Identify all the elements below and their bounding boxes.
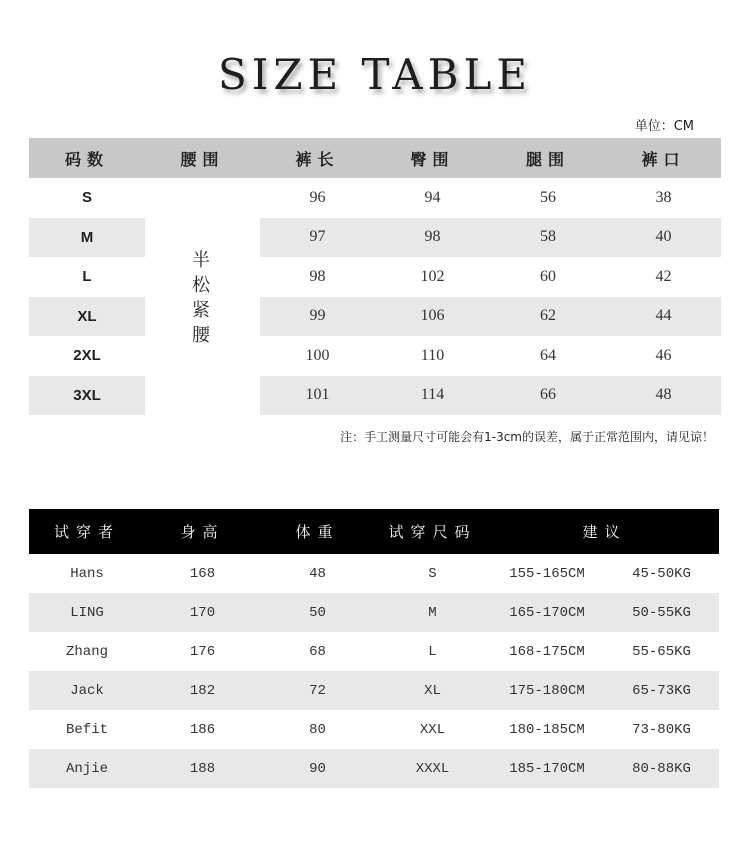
length-value: 101 — [305, 386, 330, 404]
size-row — [29, 178, 721, 218]
trial-table — [29, 509, 719, 788]
unit-label: 单位：CM — [634, 119, 694, 134]
header-length: 裤长 — [295, 149, 340, 169]
waist-note-char: 半 — [192, 250, 210, 271]
tester-height: 170 — [189, 604, 216, 621]
header-tester: 试穿者 — [53, 523, 120, 541]
tester-size: XXL — [419, 721, 446, 738]
header-trial-size: 试穿尺码 — [388, 523, 477, 541]
trial-row — [29, 593, 719, 632]
suggested-height: 185-170CM — [509, 760, 585, 777]
suggested-height: 180-185CM — [509, 721, 585, 738]
tester-height: 188 — [189, 760, 216, 777]
size-code: XL — [77, 307, 97, 325]
tester-size: XL — [424, 682, 441, 699]
header-waist: 腰围 — [180, 149, 225, 169]
length-value: 100 — [305, 346, 330, 364]
size-code: M — [80, 228, 94, 246]
waist-note-char: 松 — [192, 275, 210, 296]
waist-note — [165, 248, 237, 348]
trial-table-header — [29, 509, 719, 554]
header-size-code: 码数 — [64, 151, 109, 169]
tester-size: S — [428, 565, 437, 582]
tester-size: L — [428, 643, 437, 660]
tester-weight: 72 — [309, 682, 326, 699]
tester-weight: 80 — [309, 721, 326, 738]
size-code: S — [81, 189, 92, 207]
waist-note-char: 腰 — [192, 325, 210, 346]
suggested-height: 165-170CM — [509, 604, 585, 621]
tester-name: Anjie — [65, 760, 108, 777]
size-row — [29, 336, 721, 376]
size-row — [29, 297, 721, 337]
tester-name: Hans — [70, 565, 104, 582]
trial-row — [29, 632, 719, 671]
hip-value: 94 — [424, 188, 441, 206]
suggested-weight: 65-73KG — [632, 682, 691, 699]
size-table — [29, 138, 721, 415]
suggested-height: 168-175CM — [509, 643, 585, 660]
tester-height: 182 — [189, 682, 216, 699]
hem-value: 46 — [655, 346, 672, 364]
hem-value: 40 — [655, 228, 672, 246]
tester-name: Jack — [70, 682, 104, 699]
suggested-weight: 45-50KG — [632, 565, 691, 582]
size-code: 3XL — [73, 386, 101, 404]
header-suggestion: 建议 — [582, 523, 627, 541]
header-weight: 体重 — [295, 523, 340, 541]
hem-value: 38 — [655, 188, 672, 206]
hip-value: 106 — [420, 307, 445, 325]
tester-weight: 48 — [309, 565, 326, 582]
thigh-value: 58 — [540, 228, 556, 246]
waist-note-char: 紧 — [192, 300, 210, 321]
tester-height: 186 — [189, 721, 216, 738]
tester-weight: 68 — [309, 643, 326, 660]
size-code: 2XL — [73, 347, 101, 365]
thigh-value: 56 — [540, 188, 556, 206]
tester-size: M — [428, 604, 437, 621]
header-height: 身高 — [180, 523, 225, 541]
length-value: 96 — [309, 188, 326, 206]
trial-row — [29, 749, 719, 788]
thigh-value: 64 — [540, 346, 556, 364]
suggested-weight: 73-80KG — [632, 721, 691, 738]
thigh-value: 66 — [540, 386, 556, 404]
suggested-height: 175-180CM — [509, 682, 585, 699]
hip-value: 98 — [424, 228, 441, 246]
length-value: 97 — [309, 228, 326, 246]
trial-row — [29, 554, 719, 593]
tester-name: LING — [70, 604, 104, 621]
tester-size: XXXL — [415, 760, 450, 777]
tester-name: Befit — [65, 721, 108, 738]
header-hem: 裤口 — [641, 149, 686, 169]
measurement-note: 注：手工测量尺寸可能会有1-3cm的误差，属于正常范围内，请见谅！ — [340, 430, 714, 444]
suggested-weight: 50-55KG — [632, 604, 691, 621]
suggested-height: 155-165CM — [509, 565, 585, 582]
tester-weight: 90 — [309, 760, 326, 777]
tester-name: Zhang — [65, 643, 108, 660]
hem-value: 42 — [655, 267, 672, 285]
tester-weight: 50 — [309, 604, 326, 621]
size-table-header — [29, 138, 721, 178]
thigh-value: 62 — [540, 307, 556, 325]
header-thigh: 腿围 — [525, 149, 570, 169]
header-hip: 臀围 — [410, 149, 455, 169]
suggested-weight: 80-88KG — [632, 760, 691, 777]
hip-value: 102 — [420, 267, 445, 285]
hem-value: 48 — [655, 386, 672, 404]
size-row — [29, 257, 721, 297]
suggested-weight: 55-65KG — [632, 643, 691, 660]
hem-value: 44 — [655, 307, 672, 325]
size-row — [29, 218, 721, 258]
trial-row — [29, 671, 719, 710]
page-title: SIZE TABLE — [217, 50, 533, 99]
size-code: L — [82, 268, 92, 286]
length-value: 99 — [309, 307, 326, 325]
size-row — [29, 376, 721, 416]
tester-height: 168 — [189, 565, 216, 582]
trial-row — [29, 710, 719, 749]
hip-value: 114 — [420, 386, 445, 404]
hip-value: 110 — [420, 346, 445, 364]
thigh-value: 60 — [540, 267, 556, 285]
tester-height: 176 — [189, 643, 216, 660]
length-value: 98 — [309, 267, 326, 285]
